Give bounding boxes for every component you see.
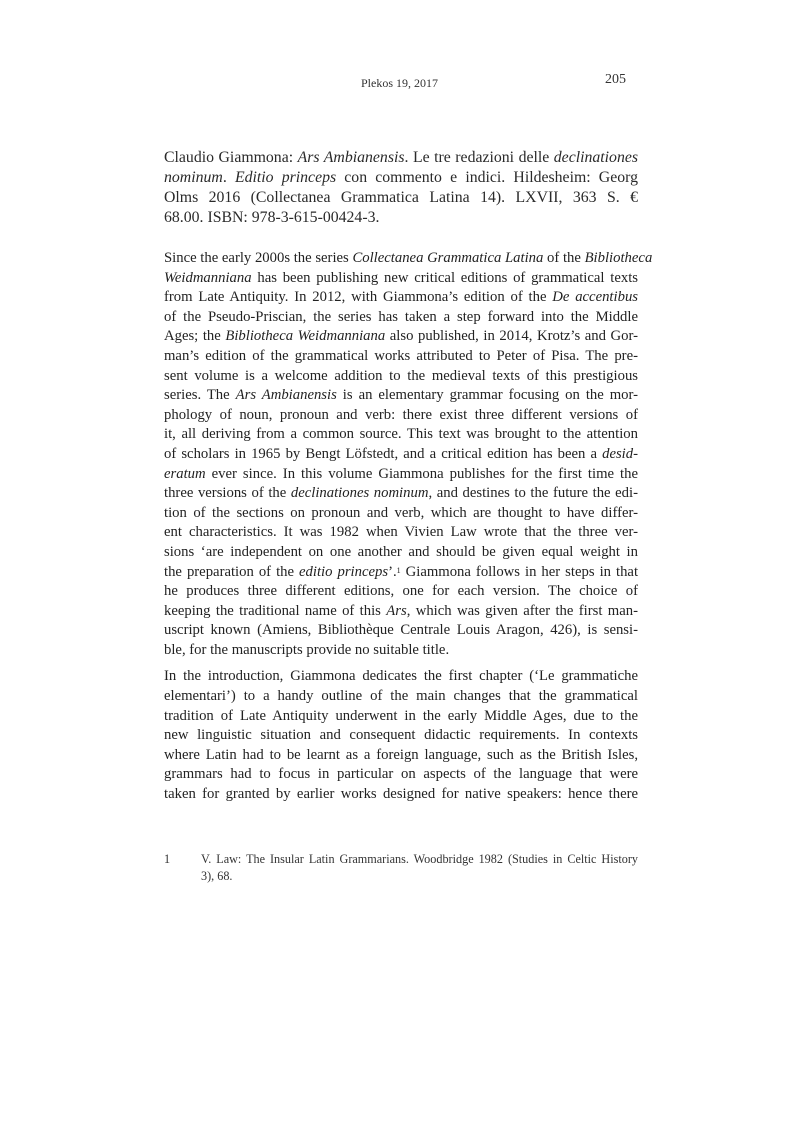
paragraph — [164, 249, 653, 660]
text-line: where Latin had to be learnt as a foreign language, such as the British Isles, — [164, 746, 638, 763]
text-line: elementari’) to a handy outline of the main changes that the grammatical — [164, 688, 638, 705]
paragraph — [164, 667, 638, 804]
footnote-line: V. Law: The Insular Latin Grammarians. Woodbridge 1982 (Studies in Celtic History — [201, 852, 638, 866]
text-line: man’s edition of the grammatical works attributed to Peter of Pisa. The pre- — [164, 347, 638, 364]
text-line: eratum ever since. In this volume Giammona publishes for the first time the — [164, 465, 638, 482]
text-line: he produces three different editions, one for each version. The choice of — [164, 583, 638, 600]
text-line: Weidmanniana has been publishing new critical editions of grammatical texts — [164, 269, 638, 286]
text-line: of scholars in 1965 by Bengt Löfstedt, and a critical edition has been a desid- — [164, 445, 638, 462]
footnote-text — [201, 851, 638, 885]
citation-line: Claudio Giammona: Ars Ambianensis. Le tre redazioni delle declinationes — [164, 149, 639, 166]
page-number: 205 — [605, 72, 626, 87]
text-line: the preparation of the editio princeps’.$^1$ Giammona follows in her steps in that — [164, 563, 639, 580]
text-line: sent volume is a welcome addition to the medieval texts of this prestigious — [164, 367, 638, 384]
text-line: sions ‘are independent on one another and should be given equal weight in — [164, 543, 638, 560]
text-line: from Late Antiquity. In 2012, with Giammona’s edition of the De accentibus — [164, 289, 638, 306]
page-header — [0, 68, 799, 88]
citation-line: 68.00. ISBN: 978-3-615-00424-3. — [164, 209, 380, 226]
book-citation — [164, 148, 638, 228]
text-line: tradition of Late Antiquity underwent in the early Middle Ages, due to the — [164, 707, 638, 724]
text-line: ent characteristics. It was 1982 when Vivien Law wrote that the three ver- — [164, 524, 638, 541]
text-line: grammars had to focus in particular on aspects of the language that were — [164, 766, 638, 783]
text-line: three versions of the declinationes nominum, and destines to the future the edi- — [164, 485, 638, 502]
review-body — [164, 249, 653, 812]
text-line: uscript known (Amiens, Bibliothèque Centrale Louis Aragon, 426), is sensi- — [164, 622, 638, 639]
text-line: of the Pseudo-Priscian, the series has taken a step forward into the Middle — [164, 308, 638, 325]
footnote — [164, 851, 638, 885]
text-line: Since the early 2000s the series Collectanea Grammatica Latina of the Bibliotheca — [164, 250, 653, 266]
footnote-line: 3), 68. — [201, 869, 233, 883]
text-line: tion of the sections on pronoun and verb, which are thought to have differ- — [164, 504, 638, 521]
citation-line: nominum. Editio princeps con commento e indici. Hildesheim: Georg — [164, 169, 638, 186]
text-line: taken for granted by earlier works designed for native speakers: hence there — [164, 786, 638, 803]
journal-title: Plekos 19, 2017 — [360, 76, 438, 90]
text-line: it, all deriving from a common source. This text was brought to the attention — [164, 426, 638, 443]
text-line: In the introduction, Giammona dedicates the first chapter (‘Le grammatiche — [164, 668, 638, 685]
text-line: ble, for the manuscripts provide no suitable title. — [164, 641, 450, 658]
citation-line: Olms 2016 (Collectanea Grammatica Latina 14). LXVII, 363 S. € — [164, 189, 638, 206]
footnote-reference: 1 — [396, 565, 401, 575]
text-line: new linguistic situation and consequent didactic requirements. In contexts — [164, 727, 638, 744]
text-line: keeping the traditional name of this Ars, which was given after the first man- — [164, 602, 638, 619]
text-line: Ages; the Bibliotheca Weidmanniana also published, in 2014, Krotz’s and Gor- — [164, 328, 638, 345]
text-line: phology of noun, pronoun and verb: there exist three different versions of — [164, 406, 638, 423]
footnote-number: 1 — [164, 852, 171, 866]
text-line: series. The Ars Ambianensis is an elementary grammar focusing on the mor- — [164, 387, 638, 404]
